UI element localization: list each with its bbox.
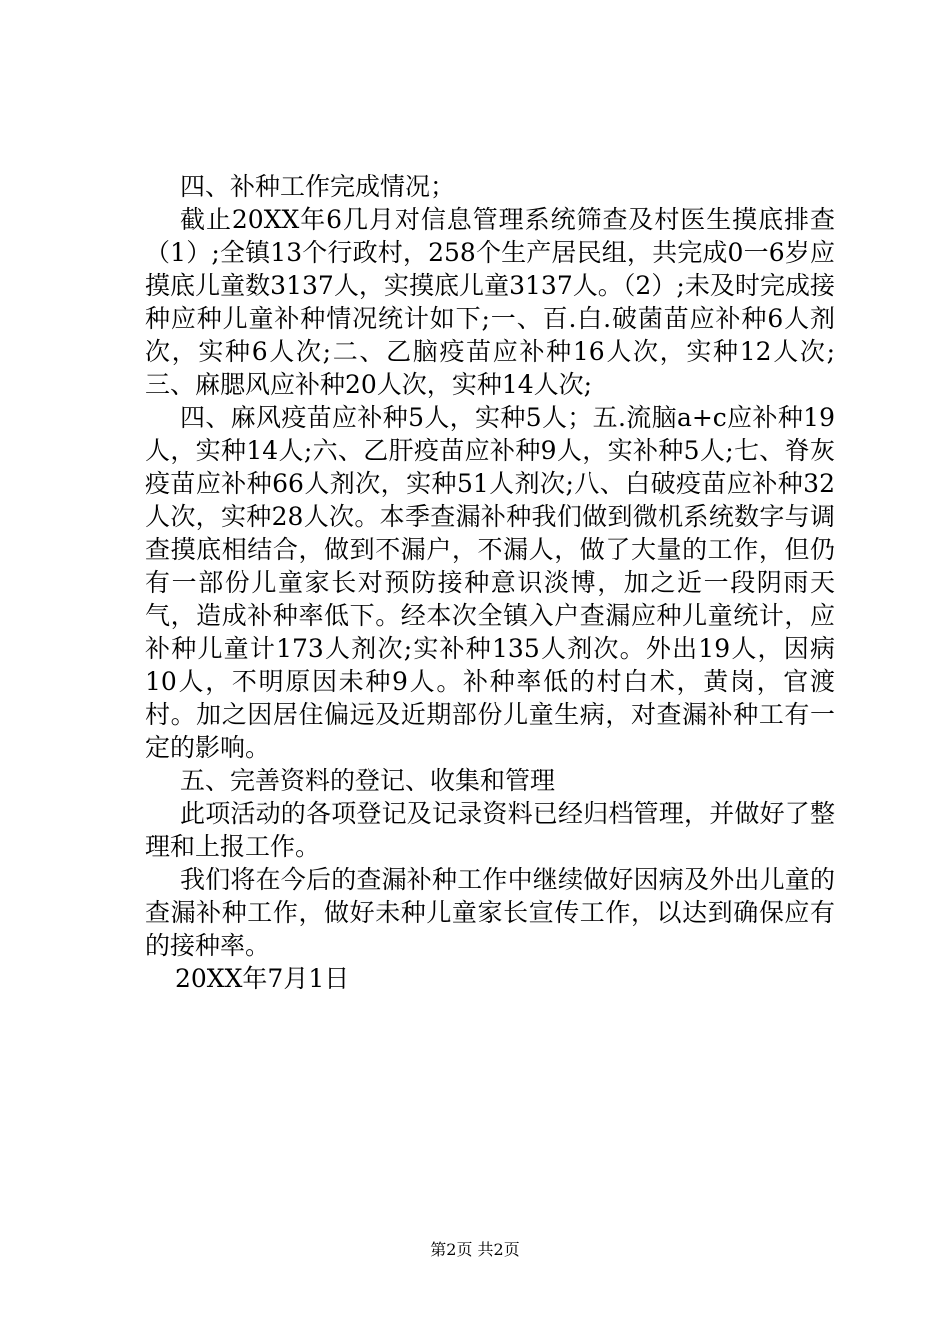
paragraph-screening-summary: 截止20XX年6几月对信息管理系统筛查及村医生摸底排查（1）;全镇13个行政村，258个生产居民组，共完成0一6岁应摸底儿童数3137人，实摸底儿童3137人。（2）;未及时完成接种应种儿童补种情况统计如下;一、百.白.破菌苗应补种6人剂次，实种6人次;二、乙脑疫苗应补种16人次，实种12人次;三、麻腮风应补种20人次，实种14人次;: [145, 205, 835, 399]
page-footer: 第2页 共2页: [430, 1240, 520, 1259]
section-heading-records: 五、完善资料的登记、收集和管理: [180, 766, 556, 795]
document-date: 20XX年7月1日: [175, 964, 350, 993]
document-body: [145, 170, 835, 995]
paragraph-records: 此项活动的各项登记及记录资料已经归档管理，并做好了整理和上报工作。: [145, 799, 835, 861]
section-heading-supplement: 四、补种工作完成情况；: [180, 172, 456, 201]
paragraph-future-work: 我们将在今后的查漏补种工作中继续做好因病及外出儿童的查漏补种工作，做好未种儿童家长宣传工作，以达到确保应有的接种率。: [145, 865, 835, 960]
paragraph-vaccine-details: 四、麻风疫苗应补种5人，实种5人；五.流脑a+c应补种19人，实种14人;六、乙肝疫苗应补种9人，实补种5人;七、脊灰疫苗应补种66人剂次，实种51人剂次;八、白破疫苗应补种32人次，实种28人次。本季查漏补种我们做到微机系统数字与调查摸底相结合，做到不漏户，不漏人，做了大量的工作，但仍有一部份儿童家长对预防接种意识淡博，加之近一段阴雨天气，造成补种率低下。经本次全镇入户查漏应种儿童统计，应补种儿童计173人剂次;实补种135人剂次。外出19人，因病10人，不明原因未种9人。补种率低的村白术，黄岗，官渡村。加之因居住偏远及近期部份儿童生病，对查漏补种工有一定的影响。: [145, 403, 835, 762]
